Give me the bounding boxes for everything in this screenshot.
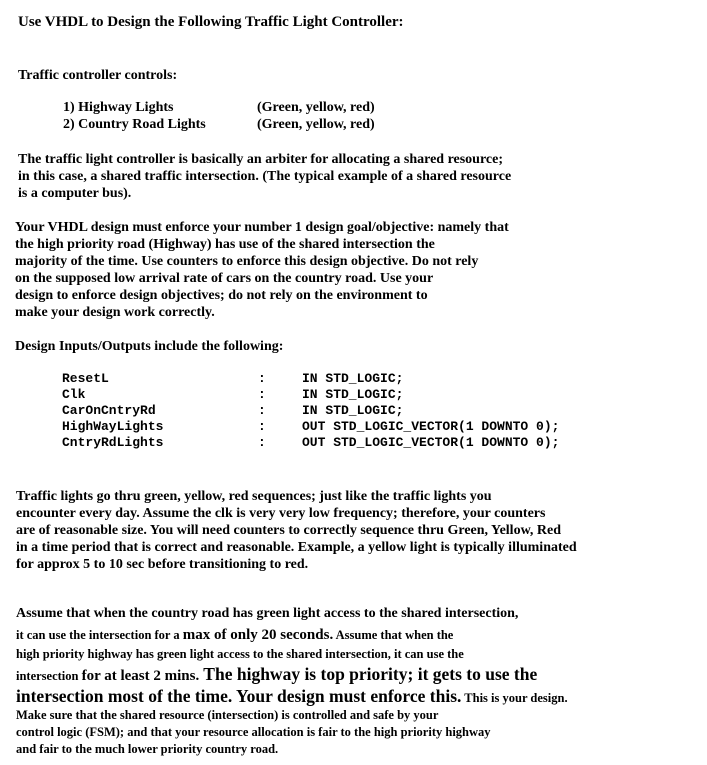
port-name: Clk bbox=[62, 387, 86, 402]
text-line bbox=[16, 624, 568, 646]
text-line: design to enforce design objectives; do not rely on the environment to bbox=[15, 288, 428, 303]
port-declaration: OUT STD_LOGIC_VECTOR(1 DOWNTO 0); bbox=[302, 435, 560, 450]
controls-item-highway-label: 1) Highway Lights bbox=[63, 100, 174, 115]
text-line: Traffic lights go thru green, yellow, red sequences; just like the traffic lights you bbox=[16, 489, 492, 504]
text-line: in this case, a shared traffic intersection. (The typical example of a shared resource bbox=[18, 169, 512, 184]
text-line bbox=[16, 685, 568, 707]
controls-item-highway-values: (Green, yellow, red) bbox=[257, 100, 375, 115]
port-name: CntryRdLights bbox=[62, 435, 164, 450]
text-line: on the supposed low arrival rate of cars on the country road. Use your bbox=[15, 271, 434, 286]
text-line: control logic (FSM); and that your resource allocation is fair to the high priority highway bbox=[16, 725, 491, 739]
text-line: are of reasonable size. You will need counters to correctly sequence thru Green, Yellow, Red bbox=[16, 523, 562, 538]
text-line: Your VHDL design must enforce your number 1 design goal/objective: namely that bbox=[15, 220, 509, 235]
text-line: and fair to the much lower priority country road. bbox=[16, 742, 279, 756]
port-separator: : bbox=[258, 419, 266, 434]
port-separator: : bbox=[258, 403, 266, 418]
text-line: The traffic light controller is basically an arbiter for allocating a shared resource; bbox=[18, 152, 504, 167]
port-declaration: IN STD_LOGIC; bbox=[302, 371, 404, 386]
text-run-emphasis: max of only 20 seconds. bbox=[182, 627, 334, 643]
port-name: HighWayLights bbox=[62, 419, 164, 434]
text-run-emphasis: intersection most of the time. Your design must enforce this. bbox=[16, 686, 462, 706]
text-line bbox=[16, 663, 568, 685]
text-line: Make sure that the shared resource (intersection) is controlled and safe by your bbox=[16, 708, 439, 722]
paragraph-arbiter bbox=[18, 151, 511, 202]
text-run: it can use the intersection for a bbox=[16, 628, 183, 642]
text-line: majority of the time. Use counters to enforce this design objective. Do not rely bbox=[15, 254, 479, 269]
port-separator: : bbox=[258, 435, 266, 450]
page-title: Use VHDL to Design the Following Traffic Light Controller: bbox=[18, 14, 404, 30]
paragraph-timing-assumptions bbox=[16, 605, 568, 758]
port-separator: : bbox=[258, 371, 266, 386]
text-line: make your design work correctly. bbox=[15, 305, 215, 320]
text-run-emphasis: The highway is top priority; it gets to use the bbox=[199, 664, 538, 684]
io-heading: Design Inputs/Outputs include the following: bbox=[15, 339, 284, 354]
port-declaration: OUT STD_LOGIC_VECTOR(1 DOWNTO 0); bbox=[302, 419, 560, 434]
text-run: Assume that when the bbox=[333, 628, 454, 642]
text-line: Assume that when the country road has green light access to the shared intersection, bbox=[16, 606, 519, 621]
text-line: is a computer bus). bbox=[18, 186, 132, 201]
port-declaration: IN STD_LOGIC; bbox=[302, 387, 404, 402]
text-line: for approx 5 to 10 sec before transitioning to red. bbox=[16, 557, 309, 572]
port-separator: : bbox=[258, 387, 266, 402]
text-run-emphasis: for at least 2 mins. bbox=[81, 668, 200, 684]
port-name: ResetL bbox=[62, 371, 109, 386]
controls-item-country-label: 2) Country Road Lights bbox=[63, 117, 206, 132]
controls-item-country-values: (Green, yellow, red) bbox=[257, 117, 375, 132]
text-run: This is your design. bbox=[461, 691, 568, 705]
controls-heading: Traffic controller controls: bbox=[18, 68, 178, 83]
text-line: in a time period that is correct and reasonable. Example, a yellow light is typically illuminated bbox=[16, 540, 577, 555]
text-line: the high priority road (Highway) has use of the shared intersection the bbox=[15, 237, 435, 252]
text-run: intersection bbox=[16, 669, 82, 683]
paragraph-design-goal bbox=[15, 219, 509, 321]
text-line: encounter every day. Assume the clk is very very low frequency; therefore, your counters bbox=[16, 506, 546, 521]
paragraph-light-sequence bbox=[16, 488, 577, 573]
port-name: CarOnCntryRd bbox=[62, 403, 156, 418]
text-line: high priority highway has green light access to the shared intersection, it can use the bbox=[16, 647, 464, 661]
port-declaration: IN STD_LOGIC; bbox=[302, 403, 404, 418]
